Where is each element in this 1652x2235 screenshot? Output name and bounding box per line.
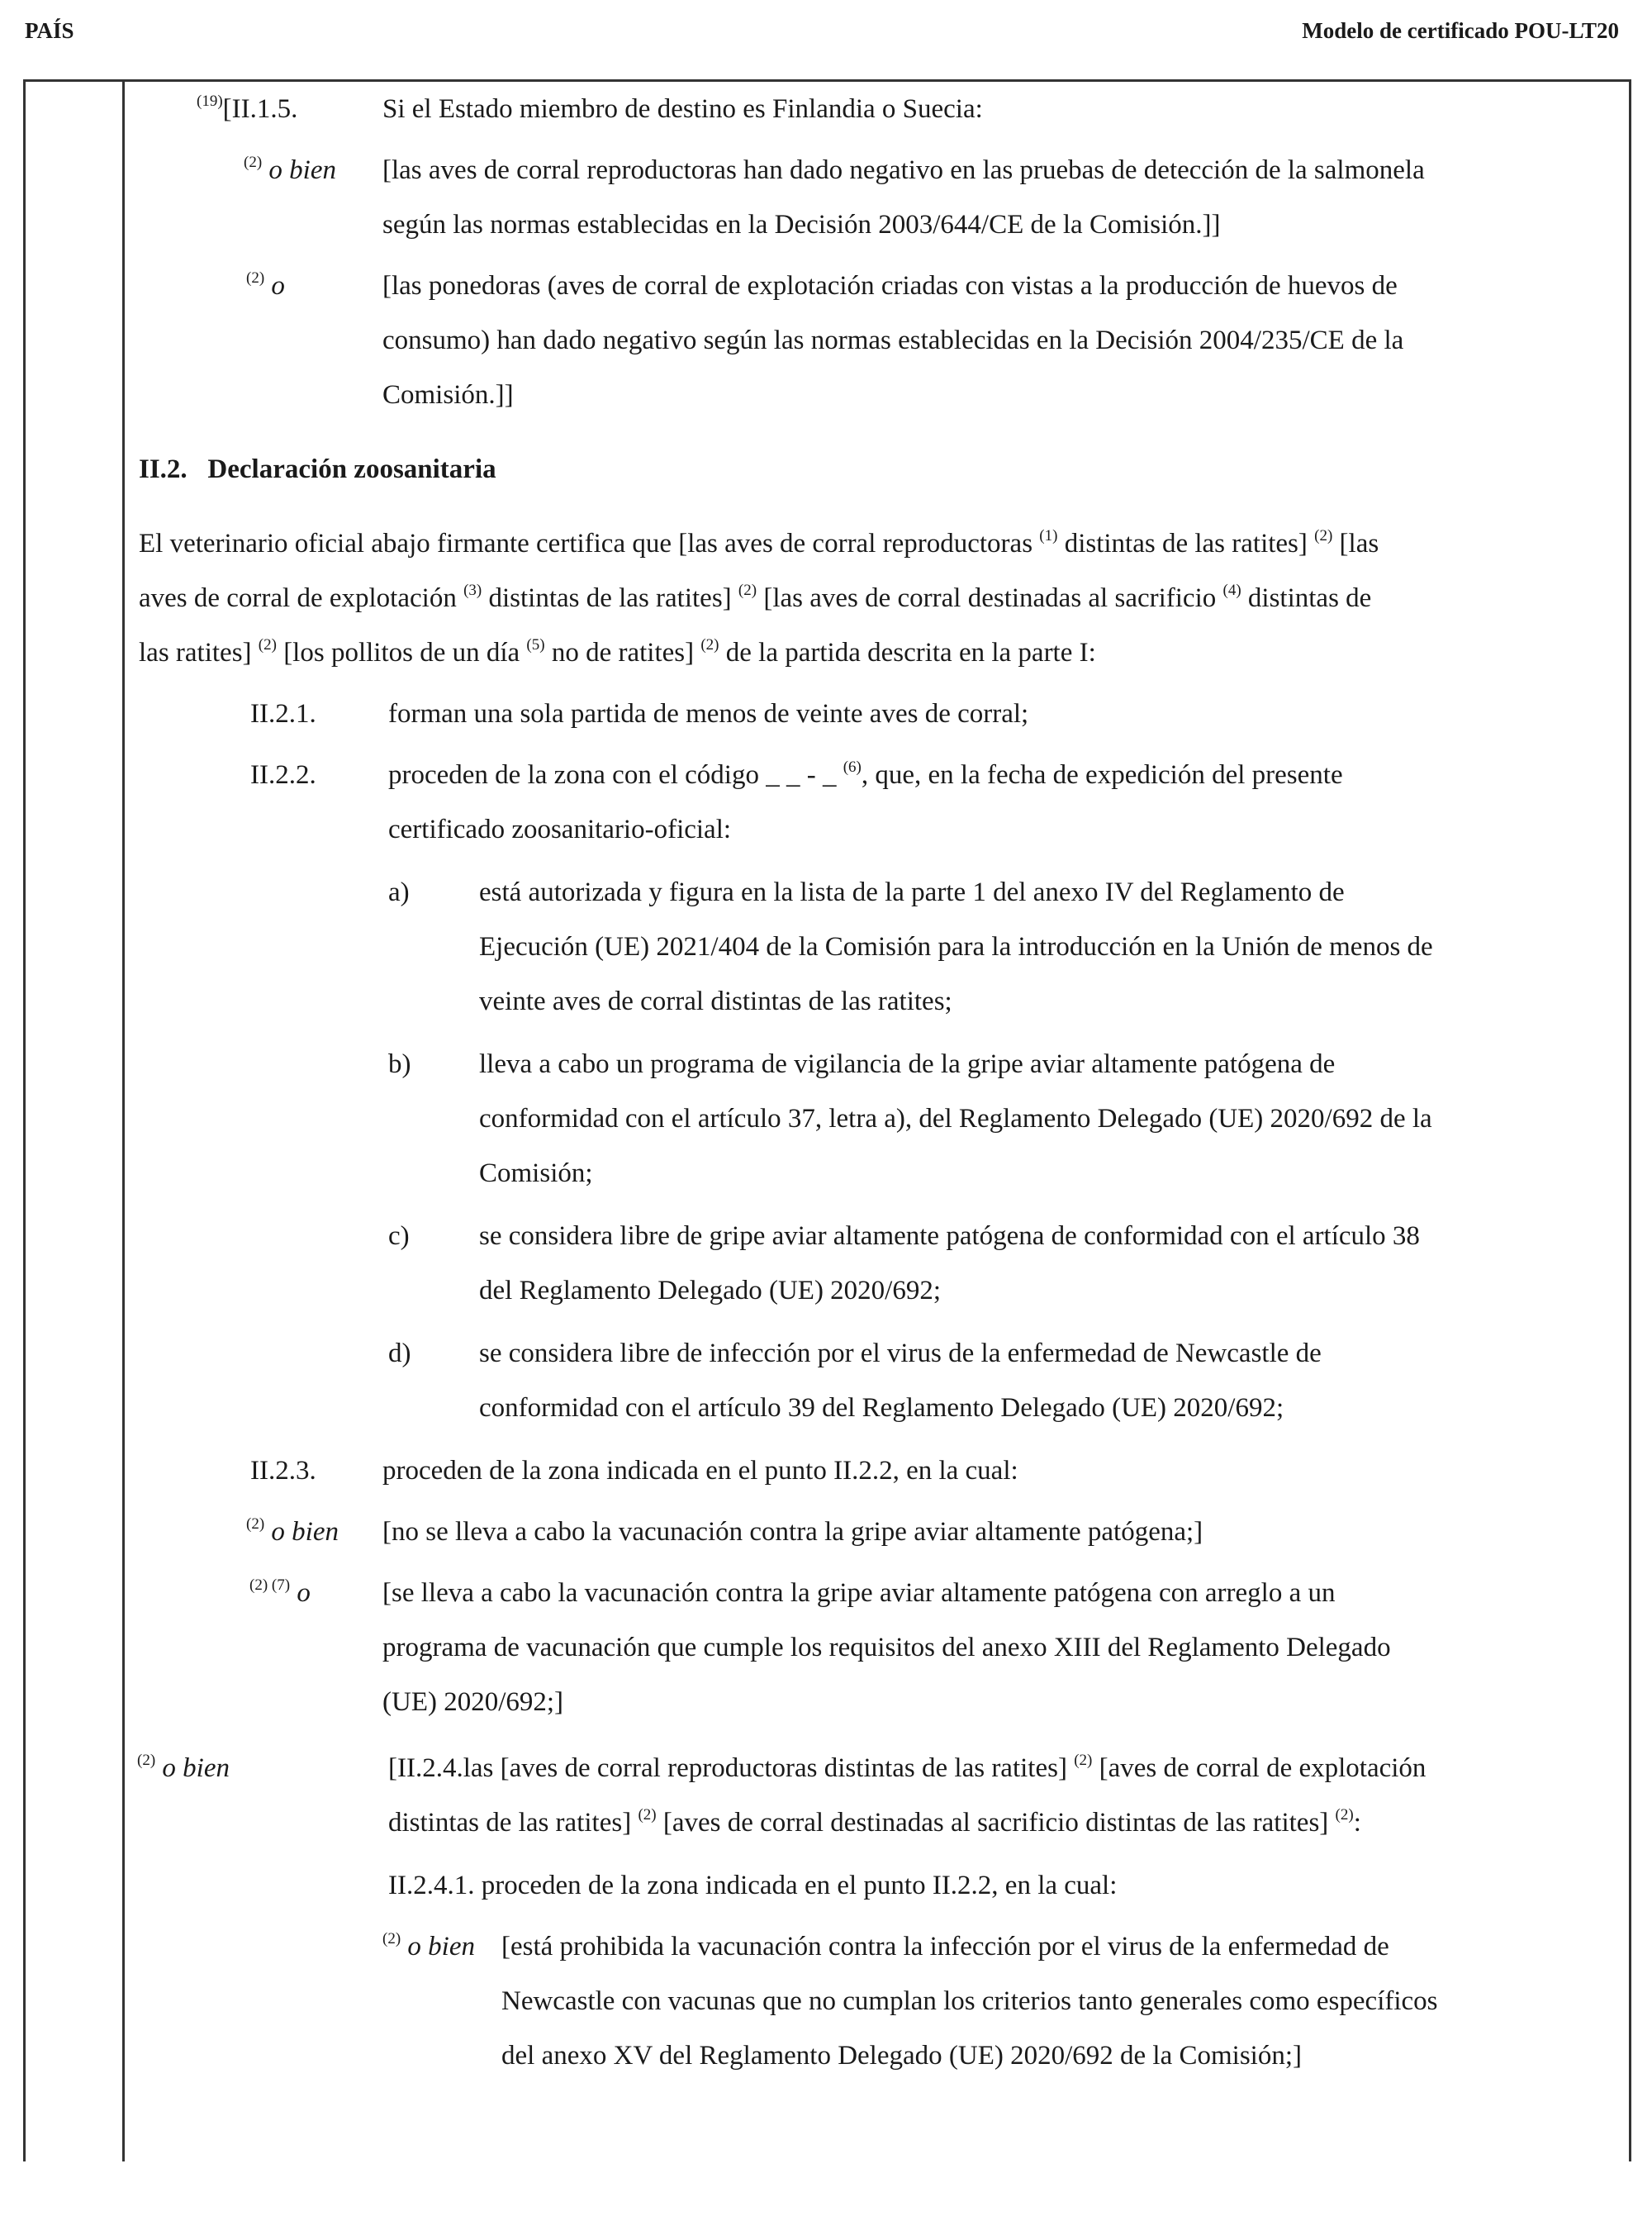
text-line-l22: veinte aves de corral distintas de las ratites; [479,987,952,1016]
text-line-l40: (UE) 2020/692;] [382,1687,564,1717]
text-line-l30: d) [388,1339,411,1368]
text-line-l33: II.2.3. [250,1456,316,1486]
header-country: PAÍS [25,18,74,43]
text-line-l04: [las aves de corral reproductoras han dado negativo en las pruebas de detección de la salmonela [382,155,1425,185]
text-line-l05: según las normas establecidas en la Decisión 2003/644/CE de la Comisión.]] [382,210,1221,240]
text-line-l13: las ratites] $^{(2)}$ [los pollitos de un día $^{(5)}$ no de ratites] $^{(2)}$ de la partida descrita en la parte I: [139,636,1096,668]
text-line-l24: lleva a cabo un programa de vigilancia de la gripe aviar altamente patógena de [479,1049,1336,1079]
text-line-l19: a) [388,877,410,907]
text-line-l01: $^{(19)}$[II.1.5. [197,93,298,124]
text-line-l27: c) [388,1221,410,1251]
text-line-l45: $^{(2)}$ o bien [382,1930,475,1962]
text-line-l29: del Reglamento Delegado (UE) 2020/692; [479,1276,942,1305]
text-line-l28: se considera libre de gripe aviar altamente patógena de conformidad con el artículo 38 [479,1221,1420,1251]
frame-right-border [1629,79,1631,2161]
frame-top-border [23,79,1631,82]
text-line-l46: [está prohibida la vacunación contra la infección por el virus de la enfermedad de [501,1932,1389,1962]
text-line-l23: b) [388,1049,411,1079]
text-line-l44: II.2.4.1. proceden de la zona indicada en el punto II.2.2, en la cual: [388,1871,1118,1900]
text-line-l03: $^{(2)}$ o bien [244,154,336,185]
text-line-l10: II.2. Declaración zoosanitaria [139,454,496,484]
text-line-l25: conformidad con el artículo 37, letra a), del Reglamento Delegado (UE) 2020/692 de la [479,1104,1432,1134]
text-line-l37: $^{(2) (7)}$ o [249,1576,311,1608]
text-line-l26: Comisión; [479,1158,593,1188]
text-line-l43: distintas de las ratites] $^{(2)}$ [aves de corral destinadas al sacrificio distintas de las ratites] $^{(2)}$: [388,1806,1361,1838]
text-line-l38: [se lleva a cabo la vacunación contra la gripe aviar altamente patógena con arreglo a un [382,1578,1336,1608]
frame-left-border [23,79,26,2161]
text-line-l16: II.2.2. [250,760,316,790]
frame-inner-border [122,79,125,2161]
text-line-l14: II.2.1. [250,699,316,729]
text-line-l18: certificado zoosanitario-oficial: [388,815,732,844]
text-line-l11: El veterinario oficial abajo firmante certifica que [las aves de corral reproductoras $^{(1)}$ distintas de las ratites] $^{(2)}$ [las [139,527,1379,559]
text-line-l35: $^{(2)}$ o bien [246,1515,339,1547]
text-line-l15: forman una sola partida de menos de veinte aves de corral; [388,699,1029,729]
text-line-l32: conformidad con el artículo 39 del Reglamento Delegado (UE) 2020/692; [479,1393,1284,1423]
header-model: Modelo de certificado POU-LT20 [1302,18,1619,43]
text-line-l08: consumo) han dado negativo según las normas establecidas en la Decisión 2004/235/CE de la [382,326,1404,355]
text-line-l41: $^{(2)}$ o bien [137,1752,230,1783]
text-line-l02: Si el Estado miembro de destino es Finlandia o Suecia: [382,94,983,124]
text-line-l34: proceden de la zona indicada en el punto II.2.2, en la cual: [382,1456,1018,1486]
text-line-l42: [II.2.4.las [aves de corral reproductoras distintas de las ratites] $^{(2)}$ [aves de corral de explotación [388,1752,1427,1783]
text-line-l06: $^{(2)}$ o [246,269,285,301]
text-line-l12: aves de corral de explotación $^{(3)}$ distintas de las ratites] $^{(2)}$ [las aves de corral destinadas al sacrificio $^{(4)}$ distintas de [139,582,1372,613]
text-line-l47: Newcastle con vacunas que no cumplan los criterios tanto generales como específicos [501,1986,1438,2016]
text-line-l17: proceden de la zona con el código _ _ - _ $^{(6)}$, que, en la fecha de expedición del presente [388,758,1343,790]
text-line-l48: del anexo XV del Reglamento Delegado (UE) 2020/692 de la Comisión;] [501,2041,1303,2071]
text-line-l39: programa de vacunación que cumple los requisitos del anexo XIII del Reglamento Delegado [382,1633,1391,1662]
text-line-l07: [las ponedoras (aves de corral de explotación criadas con vistas a la producción de huevos de [382,271,1398,301]
text-line-l20: está autorizada y figura en la lista de la parte 1 del anexo IV del Reglamento de [479,877,1345,907]
text-line-l21: Ejecución (UE) 2021/404 de la Comisión para la introducción en la Unión de menos de [479,932,1433,962]
text-line-l09: Comisión.]] [382,380,514,410]
text-line-l36: [no se lleva a cabo la vacunación contra la gripe aviar altamente patógena;] [382,1517,1203,1547]
text-line-l31: se considera libre de infección por el virus de la enfermedad de Newcastle de [479,1339,1322,1368]
